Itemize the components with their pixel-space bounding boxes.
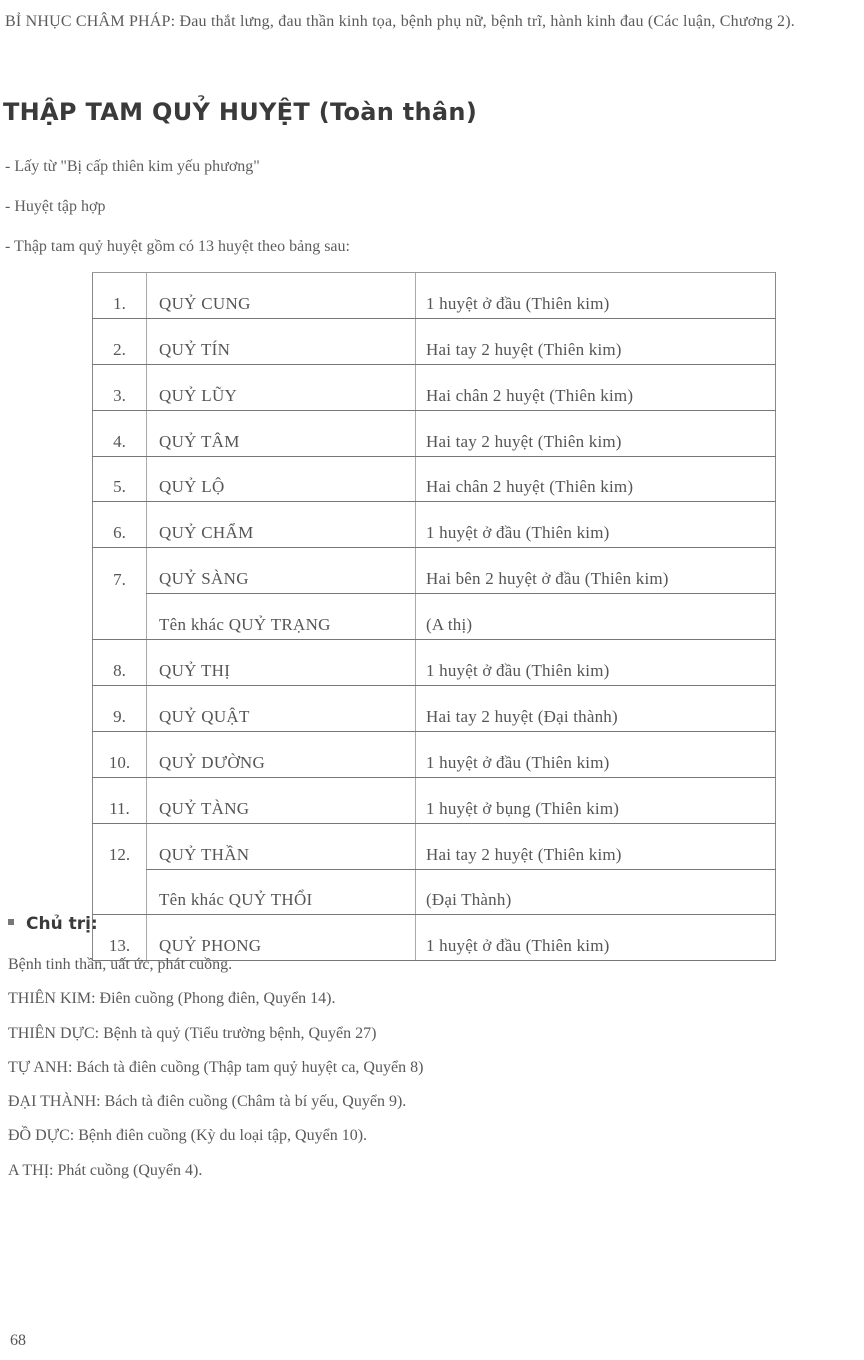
table-cell-loc: 1 huyệt ở đầu (Thiên kim) <box>416 502 776 548</box>
table-cell-num: 7. <box>93 548 147 594</box>
table-cell-name: QUỶ LŨY <box>147 364 416 410</box>
table-cell-num: 4. <box>93 410 147 456</box>
table-cell-loc: 1 huyệt ở bụng (Thiên kim) <box>416 777 776 823</box>
table-cell-num: 8. <box>93 640 147 686</box>
indication-line: A THỊ: Phát cuồng (Quyển 4). <box>8 1161 203 1179</box>
table-cell-loc: 1 huyệt ở đầu (Thiên kim) <box>416 731 776 777</box>
table-cell-loc: (A thị) <box>416 594 776 640</box>
table-cell-loc: Hai bên 2 huyệt ở đầu (Thiên kim) <box>416 548 776 594</box>
table-cell-name: QUỶ CHẨM <box>147 502 416 548</box>
indication-line: THIÊN KIM: Điên cuồng (Phong điên, Quyển 14). <box>8 990 336 1008</box>
table-cell-loc: 1 huyệt ở đầu (Thiên kim) <box>416 273 776 319</box>
table-cell-num: 11. <box>93 777 147 823</box>
table-row <box>93 273 776 319</box>
table-row <box>93 410 776 456</box>
table-cell-loc: Hai tay 2 huyệt (Thiên kim) <box>416 823 776 869</box>
page-number: 68 <box>10 1332 26 1349</box>
table-cell-num <box>93 594 147 640</box>
acupoint-table <box>92 272 776 961</box>
bullet-icon <box>8 919 14 925</box>
table-cell-num: 1. <box>93 273 147 319</box>
bullet-line-source: - Lấy từ "Bị cấp thiên kim yếu phương" <box>5 158 260 175</box>
table-cell-name: QUỶ TÀNG <box>147 777 416 823</box>
table-cell-name: QUỶ THỊ <box>147 640 416 686</box>
table-cell-name: QUỶ DƯỜNG <box>147 731 416 777</box>
table-cell-name: Tên khác QUỶ TRẠNG <box>147 594 416 640</box>
table-cell-loc: 1 huyệt ở đầu (Thiên kim) <box>416 915 776 961</box>
table-cell-loc: Hai chân 2 huyệt (Thiên kim) <box>416 456 776 502</box>
table-cell-name: QUỶ SÀNG <box>147 548 416 594</box>
table-cell-loc: 1 huyệt ở đầu (Thiên kim) <box>416 640 776 686</box>
table-cell-loc: (Đại Thành) <box>416 869 776 915</box>
bullet-line-type: - Huyệt tập hợp <box>5 198 106 215</box>
table-row <box>93 640 776 686</box>
table-cell-num: 10. <box>93 731 147 777</box>
table-row <box>93 318 776 364</box>
table-row <box>93 364 776 410</box>
table-row <box>93 686 776 732</box>
table-cell-num <box>93 869 147 915</box>
intro-paragraph: BỈ NHỤC CHÂM PHÁP: Đau thắt lưng, đau thần kinh tọa, bệnh phụ nữ, bệnh trĩ, hành kinh đau (Các luận, Chương 2). <box>5 13 795 30</box>
indication-line: TỰ ANH: Bách tà điên cuồng (Thập tam quỷ huyệt ca, Quyển 8) <box>8 1058 424 1076</box>
table-row <box>93 777 776 823</box>
table-row <box>93 869 776 915</box>
table-cell-num: 9. <box>93 686 147 732</box>
table-cell-num: 5. <box>93 456 147 502</box>
table-cell-name: QUỶ THẦN <box>147 823 416 869</box>
bullet-line-table-intro: - Thập tam quỷ huyệt gồm có 13 huyệt theo bảng sau: <box>5 238 350 255</box>
table-cell-loc: Hai tay 2 huyệt (Thiên kim) <box>416 318 776 364</box>
table-row <box>93 456 776 502</box>
table-row <box>93 548 776 594</box>
table-cell-name: QUỶ PHONG <box>147 915 416 961</box>
table-row <box>93 594 776 640</box>
indication-line: ĐỒ DỰC: Bệnh điên cuồng (Kỳ du loại tập, Quyển 10). <box>8 1127 368 1145</box>
table-cell-loc: Hai tay 2 huyệt (Thiên kim) <box>416 410 776 456</box>
table-cell-name: QUỶ CUNG <box>147 273 416 319</box>
table-cell-num: 6. <box>93 502 147 548</box>
table-cell-num: 12. <box>93 823 147 869</box>
table-cell-name: Tên khác QUỶ THỔI <box>147 869 416 915</box>
indication-line: ĐẠI THÀNH: Bách tà điên cuồng (Châm tà bí yếu, Quyển 9). <box>8 1093 407 1111</box>
table-cell-loc: Hai chân 2 huyệt (Thiên kim) <box>416 364 776 410</box>
table-cell-name: QUỶ QUẬT <box>147 686 416 732</box>
table-cell-name: QUỶ LỘ <box>147 456 416 502</box>
table-cell-num: 2. <box>93 318 147 364</box>
table-cell-num: 13. <box>93 915 147 961</box>
indications-title: Chủ trị: <box>26 914 98 934</box>
section-heading: THẬP TAM QUỶ HUYỆT (Toàn thân) <box>3 98 478 126</box>
table-row <box>93 915 776 961</box>
table-cell-name: QUỶ TÍN <box>147 318 416 364</box>
indications-heading <box>8 914 98 934</box>
table-cell-num: 3. <box>93 364 147 410</box>
table-cell-name: QUỶ TÂM <box>147 410 416 456</box>
table-row <box>93 731 776 777</box>
indication-line: Bệnh tinh thần, uất ức, phát cuồng. <box>8 956 233 973</box>
indication-line: THIÊN DỰC: Bệnh tà quỷ (Tiểu trường bệnh, Quyển 27) <box>8 1024 377 1042</box>
table-row <box>93 502 776 548</box>
indications-list <box>8 956 423 1196</box>
table-cell-loc: Hai tay 2 huyệt (Đại thành) <box>416 686 776 732</box>
table-row <box>93 823 776 869</box>
